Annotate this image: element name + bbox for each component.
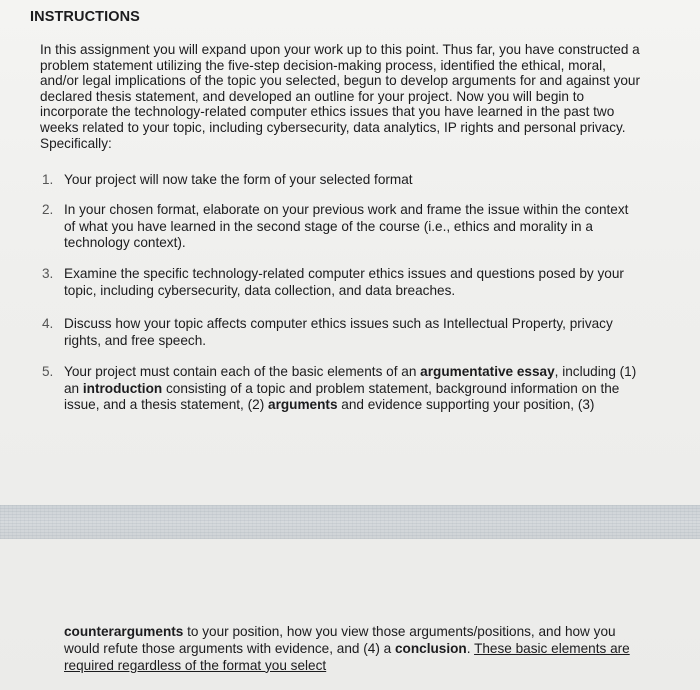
list-item-text: Your project will now take the form of your selected format — [64, 172, 413, 187]
list-item-number: 2. — [42, 202, 54, 217]
list-item-number: 4. — [42, 316, 54, 331]
bold-term-counterarguments: counterarguments — [64, 624, 184, 639]
list-item-text — [64, 364, 640, 414]
list-item-number: 5. — [42, 364, 54, 379]
list-item — [40, 364, 640, 414]
instructions-heading: INSTRUCTIONS — [30, 9, 140, 25]
text-segment: to your position, how you view those arguments/positions, and how you would refute those arguments with evidence, and (4) a — [64, 624, 616, 656]
list-item-text: Examine the specific technology-related computer ethics issues and questions posed by your topic, including cybersecurity, data collection, and data breaches. — [64, 266, 624, 298]
list-item-text: Discuss how your topic affects computer ethics issues such as Intellectual Property, privacy rights, and free speech. — [64, 316, 613, 348]
bold-term-arguments: arguments — [268, 397, 338, 412]
page-break-band — [0, 505, 700, 539]
list-item — [40, 202, 640, 252]
list-item-number: 3. — [42, 266, 54, 281]
text-segment: . — [466, 640, 475, 656]
list-item-number: 1. — [42, 172, 54, 187]
intro-paragraph: In this assignment you will expand upon your work up to this point. Thus far, you have constructed a problem statement utilizing the five-step decision-making process, identified the ethical, moral, and/or legal implications of the topic you selected, begun to develop arguments for and against your declared thesis statement, and developed an outline for your project. Now you will begin to incorporate the technology-related computer ethics issues that you have learned in the past two weeks related to your topic, including cybersecurity, data analytics, IP rights and personal privacy. Specifically: — [40, 42, 641, 151]
list-item — [40, 316, 640, 349]
bold-term-conclusion: conclusion — [394, 640, 467, 656]
bold-term-argumentative-essay: argumentative essay — [420, 364, 555, 379]
text-segment: and evidence supporting your position, (3) — [337, 397, 595, 412]
continued-paragraph — [64, 624, 644, 674]
bold-term-introduction: introduction — [82, 380, 163, 396]
list-item — [40, 172, 640, 189]
text-segment: consisting of a topic and problem statement, background information on the issue, and a thesis statement, (2) — [64, 380, 620, 412]
list-item — [40, 266, 640, 299]
underlined-requirement: These basic elements are required regardless of the format you select — [64, 640, 630, 673]
list-item-text: In your chosen format, elaborate on your previous work and frame the issue within the context of what you have learned in the second stage of the course (i.e., ethics and morality in a technology context). — [64, 202, 629, 250]
text-segment: Your project must contain each of the basic elements of an — [64, 364, 421, 379]
text-segment: , including (1) an — [64, 364, 637, 396]
